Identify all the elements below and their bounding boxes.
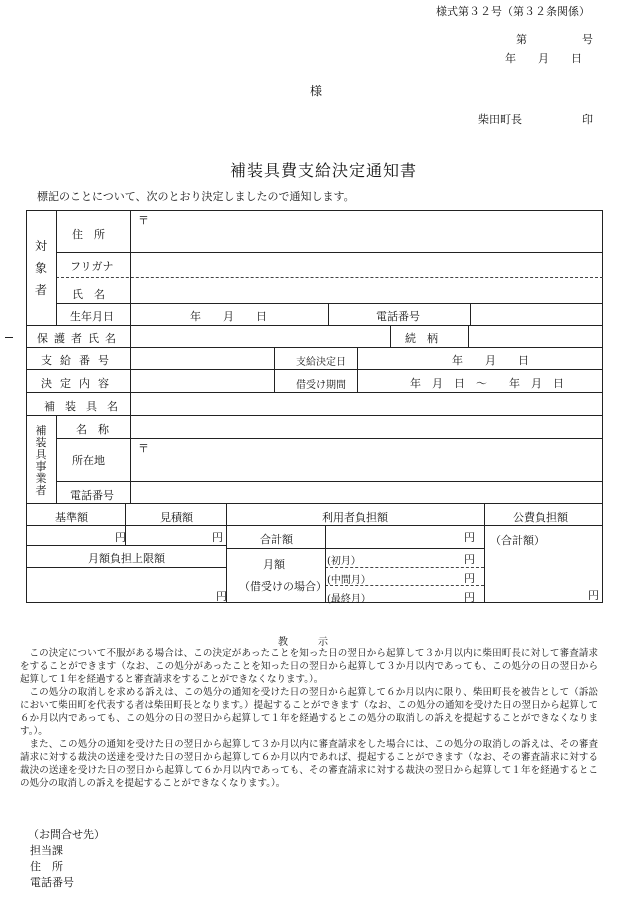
contact-department: 担当課 [30,844,63,857]
furigana-label: フリガナ [70,260,114,273]
standard-amount-label: 基準額 [55,511,88,524]
birthdate-label: 生年月日 [70,310,114,323]
birthdate-value: 年 月 日 [190,310,267,323]
vendor-phone-label: 電話番号 [70,489,114,502]
relationship-label: 続 柄 [405,332,438,345]
notice-paragraph-3: また、この処分の通知を受けた日の翌日から起算して３か月以内に審査請求をした場合には、この処分の取消しの訴えは、その審査請求に対する裁決の送達を受けた日の翌日から起算して６か月以内であれば、提起することができます（なお、その審査請求に対する裁決の送達を受けた日の翌日から起算して６か月以内であっても、その審査請求に対する裁決の翌日から起算して１年を経過するとこの処分の取消しの訴えを提起することができなくなります。）。 [20,739,598,789]
intro-text: 標記のことについて、次のとおり決定しましたので通知します。 [37,190,355,203]
subject-group-label: 対象者 [35,239,48,297]
document-title: 補装具費支給決定通知書 [230,161,418,180]
contact-heading: （お問合せ先） [28,828,105,841]
contact-block [28,827,105,891]
public-total-yen: 円 [588,589,599,602]
estimate-yen: 円 [212,531,223,544]
device-label: 補装具名 [44,400,128,413]
contact-phone: 電話番号 [30,876,74,889]
rental-case-label: （借受けの場合） [239,580,327,593]
first-month-yen: 円 [464,553,475,566]
margin-mark [5,337,13,338]
monthly-cap-yen: 円 [216,590,227,603]
monthly-label: 月額 [263,558,285,571]
user-burden-label: 利用者負担額 [322,511,388,524]
notice-paragraph-2: この処分の取消しを求める訴えは、この処分の通知を受けた日の翌日から起算して６か月以内に限り、柴田町長を被告として（訴訟において柴田町を代表する者は柴田町長となります。）提起することができます（なお、この処分の通知を受けた日の翌日から起算して６か月以内であっても、この処分の日の翌日から起算して１年を経過するとこの処分の取消しの訴えを提起することができなくなります。）。 [20,687,598,737]
middle-month-yen: 円 [464,572,475,585]
vendor-group-label: 補装具事業者 [35,424,47,497]
postal-mark: 〒 [138,214,149,227]
issuer-name: 柴田町長 [478,113,522,126]
vendor-postal-mark: 〒 [138,442,149,455]
public-total-label: （合計額） [490,534,545,547]
first-month-label: (初月） [327,556,361,567]
guardian-label: 保護者氏名 [37,332,122,345]
vendor-location-label: 所在地 [72,454,105,467]
payment-number-label: 支給番号 [41,354,117,367]
address-label: 住 所 [72,228,105,241]
contact-address: 住 所 [30,860,63,873]
vendor-name-label: 名 称 [76,423,109,436]
middle-month-label: (中間月） [327,575,371,586]
total-yen: 円 [464,531,475,544]
last-month-yen: 円 [464,591,475,604]
rental-period-label: 借受け期間 [296,380,346,391]
document-number-label: 第 号 [516,33,593,46]
rental-period-value: 年 月 日 ～ 年 月 日 [410,377,564,390]
standard-amount-yen: 円 [115,531,126,544]
form-number: 様式第３２号（第３２条関係） [436,5,590,18]
decision-content-label: 決定内容 [41,377,117,390]
estimate-label: 見積額 [160,511,193,524]
last-month-label: (最終月） [327,594,371,605]
notice-heading: 教 示 [278,637,328,648]
issue-date-label: 年 月 日 [505,52,582,65]
notice-body [20,647,598,790]
addressee-suffix: 様 [310,84,323,98]
public-burden-label: 公費負担額 [513,511,568,524]
notice-paragraph-1: この決定について不服がある場合は、この決定があったことを知った日の翌日から起算して３か月以内に柴田町長に対して審査請求をすることができます（なお、この処分があったことを知った日の翌日から起算して３か月以内であっても、この処分の日の翌日から起算して１年を経過すると審査請求をすることができなくなります。）。 [20,648,598,685]
phone-label: 電話番号 [376,310,420,323]
monthly-cap-label: 月額負担上限額 [88,552,165,565]
total-label: 合計額 [260,533,293,546]
decision-date-label: 支給決定日 [296,357,346,368]
seal-mark: 印 [582,113,593,126]
decision-date-value: 年 月 日 [452,354,529,367]
name-label: 氏 名 [72,288,105,301]
